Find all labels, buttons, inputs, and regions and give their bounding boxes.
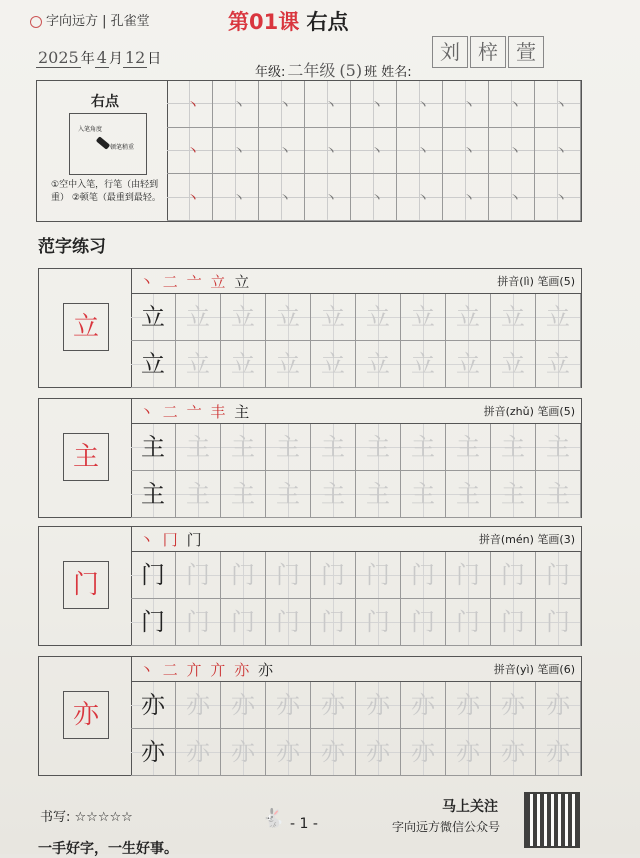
motto: 一手好字，一生好事。 — [38, 841, 178, 857]
page-number: - 1 - — [290, 816, 318, 832]
practice-cell: 亦 — [446, 729, 491, 776]
trace-mark: 丶 — [185, 191, 200, 208]
pinyin-info: 拼音(mén) 笔画(3) — [478, 533, 575, 546]
trace-cell — [305, 81, 351, 128]
trace-cell — [305, 174, 351, 221]
trace-mark: 丶 — [369, 191, 384, 208]
practice-cell: 门 — [131, 599, 176, 646]
practice-cell: 主 — [131, 471, 176, 518]
practice-cell: 门 — [221, 599, 266, 646]
trace-cell — [351, 128, 397, 175]
practice-cell: 主 — [401, 424, 446, 471]
practice-cell: 立 — [446, 294, 491, 341]
practice-cell: 立 — [176, 294, 221, 341]
stroke-step: 立 — [210, 273, 228, 291]
practice-cell: 门 — [536, 599, 581, 646]
stroke-step: 冂 — [162, 531, 180, 549]
trace-cell — [443, 128, 489, 175]
trace-mark: 丶 — [415, 191, 430, 208]
trace-cell — [489, 174, 535, 221]
trace-mark: 丶 — [507, 191, 522, 208]
trace-mark: 丶 — [553, 191, 568, 208]
trace-cell — [397, 128, 443, 175]
practice-cell: 立 — [176, 341, 221, 388]
practice-cell: 立 — [311, 294, 356, 341]
brand-logo: 字向远方 | 孔雀堂 — [30, 10, 150, 29]
practice-cell: 亦 — [536, 682, 581, 729]
stroke-step: 二 — [162, 661, 180, 679]
stroke-final: 亦 — [257, 661, 275, 679]
practice-cell: 门 — [446, 552, 491, 599]
trace-cell — [535, 128, 581, 175]
practice-cell: 门 — [491, 552, 536, 599]
trace-mark: 丶 — [185, 97, 200, 114]
practice-cell: 亦 — [176, 682, 221, 729]
stroke-guide: 右点 入笔角度 顿笔稍重 ①空中入笔，行笔（由轻到重） ②顿笔（最重到最轻。 — [37, 81, 168, 221]
practice-cell: 亦 — [266, 682, 311, 729]
stroke-final: 主 — [234, 403, 252, 421]
practice-cell: 亦 — [536, 729, 581, 776]
practice-cell: 门 — [311, 599, 356, 646]
practice-cell: 主 — [221, 471, 266, 518]
trace-mark: 丶 — [461, 191, 476, 208]
trace-mark: 丶 — [369, 144, 384, 161]
practice-cell: 亦 — [491, 682, 536, 729]
trace-mark: 丶 — [507, 97, 522, 114]
trace-mark: 丶 — [277, 144, 292, 161]
trace-mark: 丶 — [277, 97, 292, 114]
trace-mark: 丶 — [461, 144, 476, 161]
char-practice-area — [131, 657, 581, 775]
trace-grid — [167, 81, 581, 221]
date-line: 2025 年 4 月 12 日 — [38, 48, 162, 67]
practice-cell: 主 — [311, 471, 356, 518]
practice-cell: 主 — [491, 471, 536, 518]
trace-mark: 丶 — [277, 191, 292, 208]
practice-cell: 立 — [536, 341, 581, 388]
practice-cell: 立 — [446, 341, 491, 388]
trace-cell — [259, 81, 305, 128]
stroke-final: 立 — [234, 273, 252, 291]
trace-mark: 丶 — [415, 97, 430, 114]
stroke-order — [139, 659, 275, 680]
practice-cell: 门 — [266, 552, 311, 599]
practice-cell: 亦 — [131, 682, 176, 729]
char-practice-block — [38, 656, 582, 776]
logo-icon — [30, 16, 42, 28]
name-char: 刘 — [432, 36, 468, 68]
practice-cell: 门 — [221, 552, 266, 599]
practice-cell: 门 — [266, 599, 311, 646]
model-char-area — [39, 399, 132, 517]
stroke-step: 亣 — [210, 661, 228, 679]
trace-mark: 丶 — [231, 144, 246, 161]
practice-cell: 立 — [356, 294, 401, 341]
stroke-step: 丶 — [139, 661, 157, 679]
trace-cell — [489, 81, 535, 128]
model-char-area — [39, 527, 132, 645]
trace-mark: 丶 — [507, 144, 522, 161]
practice-cell: 亦 — [221, 682, 266, 729]
trace-cell — [305, 128, 351, 175]
practice-cell: 亦 — [491, 729, 536, 776]
stroke-step: 二 — [162, 403, 180, 421]
trace-mark: 丶 — [323, 191, 338, 208]
practice-cell: 立 — [536, 294, 581, 341]
practice-cell: 立 — [221, 294, 266, 341]
stroke-step: 丶 — [139, 273, 157, 291]
wechat-label: 字向远方微信公众号 — [392, 820, 501, 834]
model-char: 亦 — [63, 691, 109, 739]
model-char: 主 — [63, 433, 109, 481]
trace-cell — [167, 81, 213, 128]
pinyin-info: 拼音(lì) 笔画(5) — [497, 275, 575, 288]
name-char: 梓 — [470, 36, 506, 68]
trace-mark: 丶 — [553, 144, 568, 161]
practice-cell: 立 — [266, 294, 311, 341]
qr-code-icon — [524, 792, 580, 848]
practice-cell: 门 — [491, 599, 536, 646]
model-char: 立 — [63, 303, 109, 351]
stroke-step: 丶 — [139, 403, 157, 421]
practice-cell: 主 — [221, 424, 266, 471]
stroke-step: 二 — [162, 273, 180, 291]
lesson-title: 第01课 右点 — [228, 10, 349, 34]
rating-stars: 书写: ☆☆☆☆☆ — [40, 810, 133, 825]
practice-cell: 主 — [131, 424, 176, 471]
practice-cell: 立 — [311, 341, 356, 388]
stroke-practice-box — [36, 80, 582, 222]
practice-cell: 门 — [176, 552, 221, 599]
char-practice-block — [38, 268, 582, 388]
student-name-boxes — [430, 36, 544, 68]
char-practice-block — [38, 526, 582, 646]
name-char: 萱 — [508, 36, 544, 68]
trace-cell — [167, 128, 213, 175]
stroke-step: 丶 — [139, 531, 157, 549]
practice-cell: 主 — [356, 471, 401, 518]
practice-cell: 立 — [491, 341, 536, 388]
trace-cell — [213, 81, 259, 128]
trace-mark: 丶 — [185, 144, 200, 161]
follow-label: 马上关注 — [442, 799, 498, 815]
practice-cell: 门 — [536, 552, 581, 599]
pinyin-info: 拼音(yì) 笔画(6) — [493, 663, 575, 676]
practice-cell: 门 — [176, 599, 221, 646]
practice-cell: 主 — [176, 424, 221, 471]
char-practice-area — [131, 399, 581, 517]
practice-cell: 门 — [356, 552, 401, 599]
practice-cell: 立 — [401, 341, 446, 388]
rabbit-icon: 🐇 — [262, 808, 285, 829]
practice-cell: 门 — [131, 552, 176, 599]
practice-cell: 亦 — [221, 729, 266, 776]
stroke-step: 丰 — [210, 403, 228, 421]
trace-mark: 丶 — [323, 97, 338, 114]
char-practice-area — [131, 527, 581, 645]
dot-stroke-icon — [96, 136, 111, 150]
practice-cell: 亦 — [266, 729, 311, 776]
practice-cell: 亦 — [131, 729, 176, 776]
practice-cell: 亦 — [446, 682, 491, 729]
stroke-order — [139, 401, 251, 422]
trace-cell — [397, 174, 443, 221]
trace-cell — [535, 174, 581, 221]
trace-mark: 丶 — [461, 97, 476, 114]
pinyin-info: 拼音(zhǔ) 笔画(5) — [483, 405, 575, 418]
trace-mark: 丶 — [369, 97, 384, 114]
model-char-area — [39, 657, 132, 775]
practice-cell: 立 — [131, 294, 176, 341]
trace-cell — [259, 174, 305, 221]
practice-cell: 主 — [536, 424, 581, 471]
practice-cell: 主 — [356, 424, 401, 471]
stroke-step: 亠 — [186, 403, 204, 421]
practice-cell: 立 — [356, 341, 401, 388]
trace-mark: 丶 — [415, 144, 430, 161]
trace-mark: 丶 — [231, 191, 246, 208]
practice-cell: 立 — [491, 294, 536, 341]
grade-line: 年级: 二年级 (5) 班 姓名: — [255, 61, 412, 80]
practice-cell: 立 — [221, 341, 266, 388]
practice-cell: 亦 — [311, 682, 356, 729]
trace-cell — [351, 81, 397, 128]
stroke-final: 门 — [186, 531, 204, 549]
char-practice-area — [131, 269, 581, 387]
practice-cell: 亦 — [401, 729, 446, 776]
practice-cell: 立 — [266, 341, 311, 388]
trace-cell — [167, 174, 213, 221]
practice-cell: 门 — [401, 552, 446, 599]
trace-cell — [351, 174, 397, 221]
practice-cell: 亦 — [176, 729, 221, 776]
practice-cell: 门 — [311, 552, 356, 599]
stroke-order — [139, 529, 204, 550]
practice-cell: 主 — [446, 471, 491, 518]
trace-cell — [443, 174, 489, 221]
trace-cell — [213, 128, 259, 175]
stroke-step: 亣 — [186, 661, 204, 679]
practice-cell: 主 — [536, 471, 581, 518]
practice-cell: 亦 — [356, 682, 401, 729]
practice-cell: 亦 — [401, 682, 446, 729]
practice-grid — [131, 681, 581, 776]
guide-square: 入笔角度 顿笔稍重 — [69, 113, 147, 175]
practice-grid — [131, 423, 581, 518]
practice-cell: 主 — [266, 424, 311, 471]
trace-cell — [535, 81, 581, 128]
practice-cell: 主 — [176, 471, 221, 518]
trace-mark: 丶 — [553, 97, 568, 114]
trace-cell — [259, 128, 305, 175]
practice-grid — [131, 293, 581, 388]
trace-cell — [489, 128, 535, 175]
practice-cell: 主 — [491, 424, 536, 471]
section-title: 范字练习 — [38, 237, 106, 257]
practice-cell: 主 — [446, 424, 491, 471]
trace-cell — [397, 81, 443, 128]
practice-cell: 门 — [401, 599, 446, 646]
practice-cell: 门 — [446, 599, 491, 646]
char-practice-block — [38, 398, 582, 518]
trace-mark: 丶 — [323, 144, 338, 161]
practice-grid — [131, 551, 581, 646]
practice-cell: 主 — [311, 424, 356, 471]
practice-cell: 主 — [401, 471, 446, 518]
practice-cell: 亦 — [356, 729, 401, 776]
trace-mark: 丶 — [231, 97, 246, 114]
practice-cell: 门 — [356, 599, 401, 646]
stroke-order — [139, 271, 251, 292]
stroke-step: 亦 — [234, 661, 252, 679]
model-char: 门 — [63, 561, 109, 609]
stroke-step: 亠 — [186, 273, 204, 291]
practice-cell: 亦 — [311, 729, 356, 776]
trace-cell — [213, 174, 259, 221]
trace-cell — [443, 81, 489, 128]
practice-cell: 主 — [266, 471, 311, 518]
practice-cell: 立 — [131, 341, 176, 388]
practice-cell: 立 — [401, 294, 446, 341]
model-char-area — [39, 269, 132, 387]
